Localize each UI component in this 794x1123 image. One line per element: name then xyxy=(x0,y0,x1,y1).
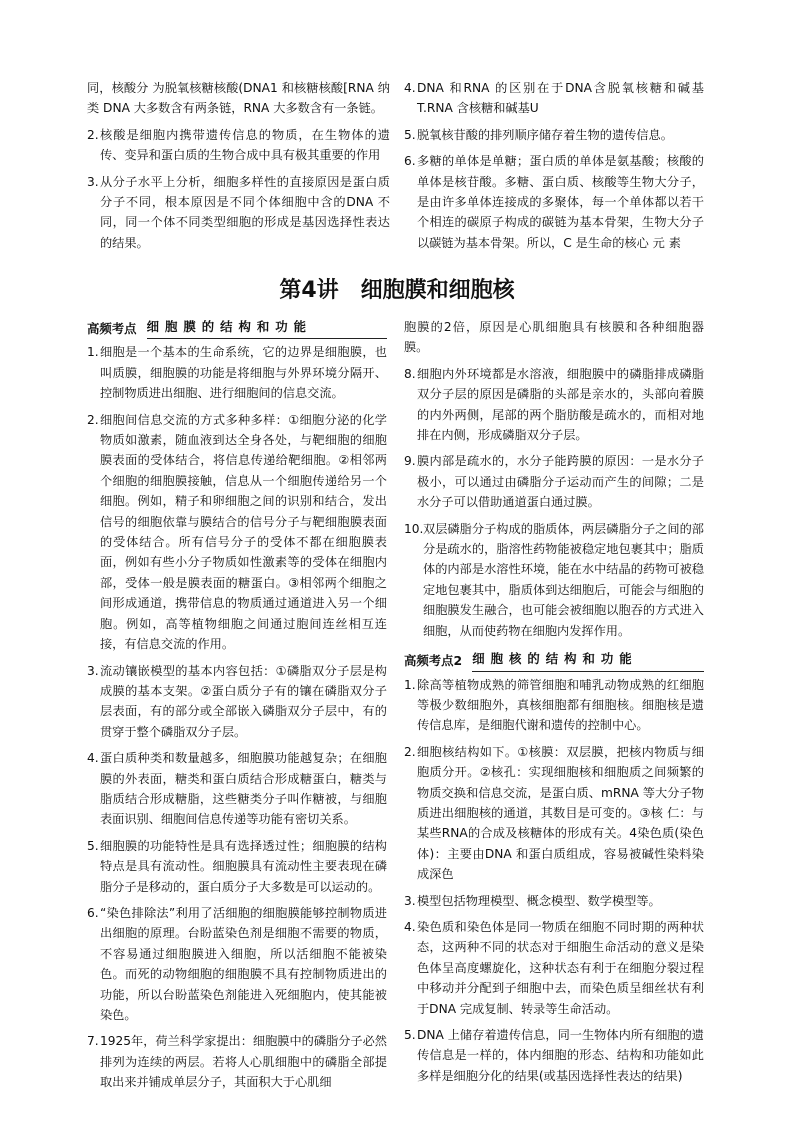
intro-paragraph: 同，核酸分 为脱氧核糖核酸(DNA1 和核糖核酸[RNA 纳 类 DNA 大多数含有两条链，RNA 大多数含有一条链。 xyxy=(87,81,390,116)
list-item xyxy=(404,917,704,1019)
item-text: 膜内部是疏水的，水分子能跨膜的原因：一是水分子极小，可以通过由磷脂分子运动而产生的间隙；二是水分子可以借助通道蛋白通过膜。 xyxy=(417,454,704,510)
item-text: 蛋白质种类和数量越多，细胞膜功能越复杂；在细胞膜的外表面，糖类和蛋白质结合形成糖蛋白，糖类与脂质结合形成糖脂，这些糖类分子叫作糖被，与细胞表面识别、细胞间信息传递等功能有密切关系。 xyxy=(100,751,387,827)
item-text: DNA 和RNA 的区别在于DNA含脱氧核糖和碱基T.RNA 含核糖和碱基U xyxy=(417,81,704,116)
list-item xyxy=(87,410,387,655)
list-item xyxy=(87,748,387,830)
item-number: 6. xyxy=(404,154,416,169)
list-item xyxy=(87,342,387,403)
top-right-column xyxy=(404,78,704,259)
list-item xyxy=(404,125,704,145)
section-name: 细胞核的结构和功能 xyxy=(472,649,704,671)
list-item xyxy=(87,903,387,1025)
list-item xyxy=(87,1031,387,1092)
right-column xyxy=(404,317,704,1092)
item-text: 双层磷脂分子构成的脂质体，两层磷脂分子之间的部分是疏水的，脂溶性药物能被稳定地包裹其中；脂质体的内部是水溶性环境，能在水中结晶的药物可被稳定地包裹其中，脂质体到达细胞后，可能会与细胞的细胞膜发生融合，也可能会被细胞以胞吞的方式进入细胞，从而使药物在细胞内发挥作用。 xyxy=(423,521,704,638)
list-item xyxy=(404,742,704,885)
continuation-paragraph: 胞膜的2倍，原因是心肌细胞具有核膜和各种细胞器膜。 xyxy=(404,320,704,355)
item-number: 5. xyxy=(87,838,99,853)
section-name: 细胞膜的结构和功能 xyxy=(147,317,387,339)
item-text: “染色排除法”利用了活细胞的细胞膜能够控制物质进出细胞的原理。台盼蓝染色剂是细胞不需要的物质，不容易通过细胞膜进入细胞，所以活细胞不能被染色。而死的动物细胞的细胞膜不具有控制物质进出的功能，所以台盼蓝染色剂能进入死细胞内，使其能被染色。 xyxy=(100,905,387,1022)
list-item xyxy=(404,519,704,641)
list-item xyxy=(404,78,704,119)
list-item xyxy=(404,891,704,911)
section-label: 高频考点 xyxy=(87,321,137,336)
section-heading xyxy=(404,649,704,671)
item-text: 细胞核结构如下。①核膜：双层膜，把核内物质与细胞质分开。②核孔：实现细胞核和细胞质之间频繁的物质交换和信息交流，是蛋白质、mRNA 等大分子物质进出细胞核的通道，其数目是可变的。③核 仁：与某些RNA的合成及核糖体的形成有关。4染色质(染色体)：主要由DNA 和蛋白质组成，容易被碱性染料染成深色 xyxy=(417,744,704,882)
item-number: 8. xyxy=(404,366,416,381)
item-number: 5. xyxy=(404,1028,416,1042)
item-text: 细胞内外环境都是水溶液，细胞膜中的磷脂排成磷脂双分子层的原因是磷脂的头部是亲水的，头部向着膜的内外两侧，尾部的两个脂肪酸是疏水的，而相对地排在内侧，形成磷脂双分子层。 xyxy=(417,366,704,443)
item-text: 1925年，荷兰科学家提出：细胞膜中的磷脂分子必然排列为连续的两层。若将人心肌细胞中的磷脂全部提取出来并铺成单层分子，其面积大于心肌细 xyxy=(100,1034,387,1090)
item-number: 7. xyxy=(87,1034,99,1049)
list-item xyxy=(404,675,704,736)
top-left-column xyxy=(87,78,390,259)
item-number: 4. xyxy=(404,919,416,934)
item-number: 9. xyxy=(404,454,416,469)
list-item xyxy=(404,1025,704,1086)
section-heading xyxy=(87,317,387,339)
item-number: 2. xyxy=(87,127,99,142)
list-item xyxy=(404,451,704,512)
item-number: 5. xyxy=(404,127,416,142)
item-text: 模型包括物理模型、概念模型、数学模型等。 xyxy=(417,893,661,908)
item-number: 6. xyxy=(87,905,99,920)
list-item xyxy=(87,661,387,743)
lecture-title: 第4讲 细胞膜和细胞核 xyxy=(279,278,515,303)
item-number: 4. xyxy=(404,81,416,95)
item-number: 2. xyxy=(87,412,99,427)
list-item xyxy=(87,125,390,166)
item-text: 除高等植物成熟的筛管细胞和哺乳动物成熟的红细胞等极少数细胞外，真核细胞都有细胞核。细胞核是遗传信息库，是细胞代谢和遗传的控制中心。 xyxy=(417,677,704,733)
item-text: 脱氧核苷酸的排列顺序储存着生物的遗传信息。 xyxy=(417,127,673,142)
item-text: 流动镶嵌模型的基本内容包括：①磷脂双分子层是构成膜的基本支架。②蛋白质分子有的镶在磷脂双分子层表面，有的部分或全部嵌入磷脂双分子层中，有的贯穿于整个磷脂双分子层。 xyxy=(100,663,387,739)
item-text: 多糖的单体是单糖；蛋白质的单体是氨基酸；核酸的单体是核苷酸。多糖、蛋白质、核酸等生物大分子，是由许多单体连接成的多聚体，每一个单体都以若干个相连的碳原子构成的碳链为基本骨架，生物大分子以碳链为基本骨架。所以，C 是生命的核心 元 素 xyxy=(417,154,704,250)
section-label: 高频考点2 xyxy=(404,653,463,669)
item-text: 细胞膜的功能特性是具有选择透过性；细胞膜的结构特点是具有流动性。细胞膜具有流动性主要表现在磷脂分子是移动的，蛋白质分子大多数是可以运动的。 xyxy=(100,838,387,894)
list-item xyxy=(87,172,390,254)
item-text: 从分子水平上分析，细胞多样性的直接原因是蛋白质分子不同，根本原因是不同个体细胞中含的DNA 不同，同一个体不同类型细胞的形成是基因选择性表达的结果。 xyxy=(100,174,390,250)
item-number: 4. xyxy=(87,751,99,766)
left-column xyxy=(87,317,387,1099)
item-text: DNA 上储存着遗传信息，同一生物体内所有细胞的遗传信息是一样的，体内细胞的形态、结构和功能如此多样是细胞分化的结果(或基因选择性表达的结果) xyxy=(417,1028,704,1083)
item-number: 3. xyxy=(87,663,99,678)
item-number: 3. xyxy=(404,893,416,908)
item-number: 3. xyxy=(87,174,99,189)
list-item xyxy=(404,364,704,446)
item-number: 2. xyxy=(404,744,416,759)
item-text: 核酸是细胞内携带遗传信息的物质，在生物体的遗传、变异和蛋白质的生物合成中具有极其重要的作用 xyxy=(100,127,390,163)
item-text: 细胞是一个基本的生命系统，它的边界是细胞膜，也叫质膜，细胞膜的功能是将细胞与外界环境分隔开、控制物质进出细胞、进行细胞间的信息交流。 xyxy=(100,345,387,401)
item-number: 1. xyxy=(87,345,99,360)
item-number: 1. xyxy=(404,677,416,692)
item-number: 10. xyxy=(404,521,424,536)
item-text: 细胞间信息交流的方式多种多样：①细胞分泌的化学物质如激素，随血液到达全身各处，与靶细胞的细胞膜表面的受体结合，将信息传递给靶细胞。②相邻两个细胞的细胞膜接触，信息从一个细胞传递给另一个细胞。例如，精子和卵细胞之间的识别和结合，发出信号的细胞依靠与膜结合的信号分子与靶细胞膜表面的受体结合。所有信号分子的受体不都在细胞膜表面，例如有些小分子物质如性激素等的受体在细胞内部，受体一般是膜表面的糖蛋白。③相邻两个细胞之间形成通道，携带信息的物质通过通道进入另一个细胞。例如，高等植物细胞之间通过胞间连丝相互连接，有信息交流的作用。 xyxy=(100,412,387,652)
list-item xyxy=(87,836,387,897)
list-item xyxy=(404,151,704,253)
item-text: 染色质和染色体是同一物质在细胞不同时期的两种状态，这两种不同的状态对于细胞生命活动的意义是染色体呈高度螺旋化，这种状态有利于在细胞分裂过程中移动并分配到子细胞中去，而染色质呈细丝状有利于DNA 完成复制、转录等生命活动。 xyxy=(417,919,704,1016)
